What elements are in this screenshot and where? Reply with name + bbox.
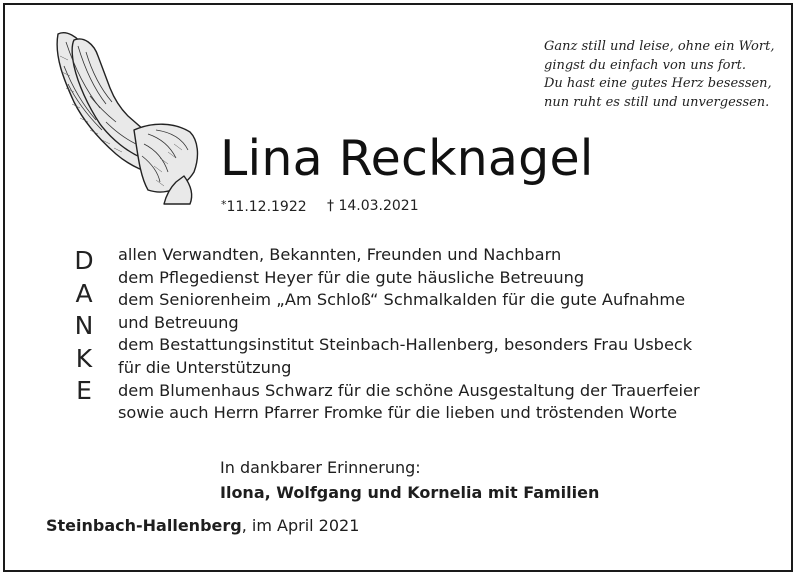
thanks-line: dem Bestattungsinstitut Steinbach-Hallenberg, besonders Frau Usbeck [118,335,693,355]
danke-letter: D [74,246,94,275]
danke-vertical [72,245,96,408]
place-and-date [46,516,359,535]
thanks-line: dem Pflegedienst Heyer für die gute häusliche Betreuung [118,267,585,287]
danke-letter: K [75,343,93,373]
birth-symbol: * [221,198,227,211]
thanks-line: dem Blumenhaus Schwarz für die schöne Ausgestaltung der Trauerfeier [118,380,700,400]
danke-letter: N [74,311,94,340]
danke-letter: A [75,278,93,308]
danke-letter: E [76,376,92,405]
thanks-line: sowie auch Herrn Pfarrer Fromke für die lieben und tröstenden Worte [118,403,678,423]
notice-date: , im April 2021 [241,516,360,535]
birth-date: *11.12.1922 [221,198,307,215]
poem-line: gingst du einfach von uns fort. [544,57,747,73]
death-date: † 14.03.2021 [327,198,419,214]
thanks-line: dem Seniorenheim „Am Schloß“ Schmalkalden für die gute Aufnahme [118,290,686,310]
poem-line: nun ruht es still und unvergessen. [544,94,770,110]
closing-block [220,455,599,505]
poem-line: Du hast eine gutes Herz besessen, [544,76,772,91]
praying-hands-icon [44,26,204,206]
thanks-line: für die Unterstützung [118,357,292,377]
family-signature: Ilona, Wolfgang und Kornelia mit Familien [220,483,600,502]
poem-line: Ganz still und leise, ohne ein Wort, [544,39,775,54]
memorial-poem [544,38,784,112]
closing-intro: In dankbarer Erinnerung: [220,458,421,477]
deceased-name: Lina Recknagel [220,130,594,187]
thanks-list [118,244,700,425]
place-name: Steinbach-Hallenberg [46,516,242,535]
thanks-line: und Betreuung [118,312,239,332]
death-symbol: † [327,198,334,214]
thanks-line: allen Verwandten, Bekannten, Freunden und Nachbarn [118,245,562,264]
